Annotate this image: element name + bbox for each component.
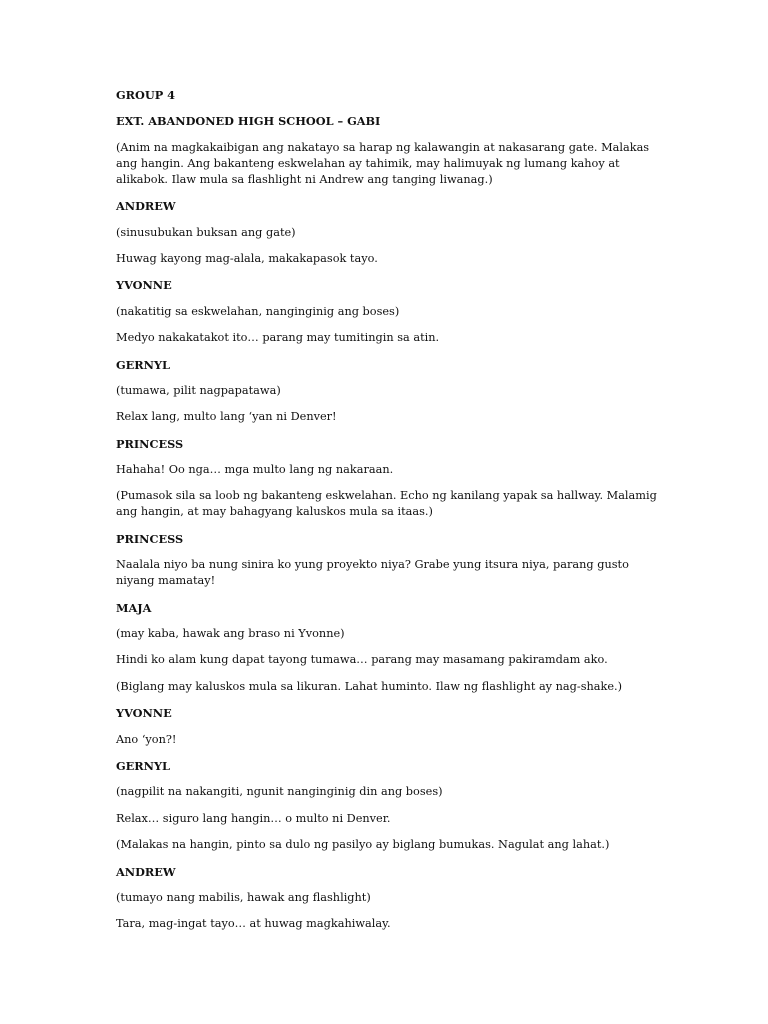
character-name: YVONNE bbox=[116, 278, 172, 293]
character-name: YVONNE bbox=[116, 706, 172, 721]
character-name: GERNYL bbox=[116, 758, 170, 773]
character-name: ANDREW bbox=[116, 199, 176, 214]
parenthetical: (may kaba, hawak ang braso ni Yvonne) bbox=[116, 627, 345, 641]
dialogue-line: Hindi ko alam kung dapat tayong tumawa… parang may masamang pakiramdam ako. bbox=[116, 653, 608, 667]
action-line: (Malakas na hangin, pinto sa dulo ng pasilyo ay biglang bumukas. Nagulat ang lahat.) bbox=[116, 838, 610, 852]
parenthetical: (nakatitig sa eskwelahan, nanginginig ang boses) bbox=[116, 304, 400, 318]
character-name: MAJA bbox=[116, 600, 152, 615]
dialogue-line: Naalala niyo ba nung sinira ko yung proyekto niya? Grabe yung itsura niya, parang gusto niyang mamatay! bbox=[116, 558, 629, 588]
action-line: (Biglang may kaluskos mula sa likuran. Lahat huminto. Ilaw ng flashlight ay nag-shake.) bbox=[116, 679, 623, 693]
parenthetical: (nagpilit na nakangiti, ngunit nanginginig din ang boses) bbox=[116, 785, 443, 799]
script-page bbox=[116, 87, 661, 943]
action-line: (Anim na magkakaibigan ang nakatayo sa harap ng kalawangin at nakasarang gate. Malakas ang hangin. Ang bakanteng eskwelahan ay tahimik, may halimuyak ng lumang kahoy at alikabok. Ilaw mula sa flashlight ni Andrew ang tanging liwanag.) bbox=[116, 140, 650, 186]
character-name: PRINCESS bbox=[116, 531, 184, 546]
dialogue-line: Huwag kayong mag-alala, makakapasok tayo. bbox=[116, 251, 378, 265]
action-line: (Pumasok sila sa loob ng bakanteng eskwelahan. Echo ng kanilang yapak sa hallway. Malamig ang hangin, at may bahagyang kaluskos mula sa itaas.) bbox=[116, 489, 657, 519]
parenthetical: (tumawa, pilit nagpapatawa) bbox=[116, 383, 281, 397]
parenthetical: (sinusubukan buksan ang gate) bbox=[116, 225, 296, 239]
parenthetical: (tumayo nang mabilis, hawak ang flashlight) bbox=[116, 890, 371, 904]
dialogue-line: Ano ‘yon?! bbox=[116, 732, 177, 746]
dialogue-line: Hahaha! Oo nga… mga multo lang ng nakaraan. bbox=[116, 463, 394, 477]
scene-heading: EXT. ABANDONED HIGH SCHOOL – GABI bbox=[116, 114, 381, 129]
dialogue-line: Tara, mag-ingat tayo… at huwag magkahiwalay. bbox=[116, 917, 391, 931]
dialogue-line: Medyo nakakatakot ito… parang may tumitingin sa atin. bbox=[116, 331, 440, 345]
character-name: PRINCESS bbox=[116, 436, 184, 451]
dialogue-line: Relax… siguro lang hangin… o multo ni Denver. bbox=[116, 811, 391, 825]
dialogue-line: Relax lang, multo lang ‘yan ni Denver! bbox=[116, 410, 337, 424]
character-name: ANDREW bbox=[116, 864, 176, 879]
character-name: GERNYL bbox=[116, 357, 170, 372]
group-heading: GROUP 4 bbox=[116, 88, 176, 102]
